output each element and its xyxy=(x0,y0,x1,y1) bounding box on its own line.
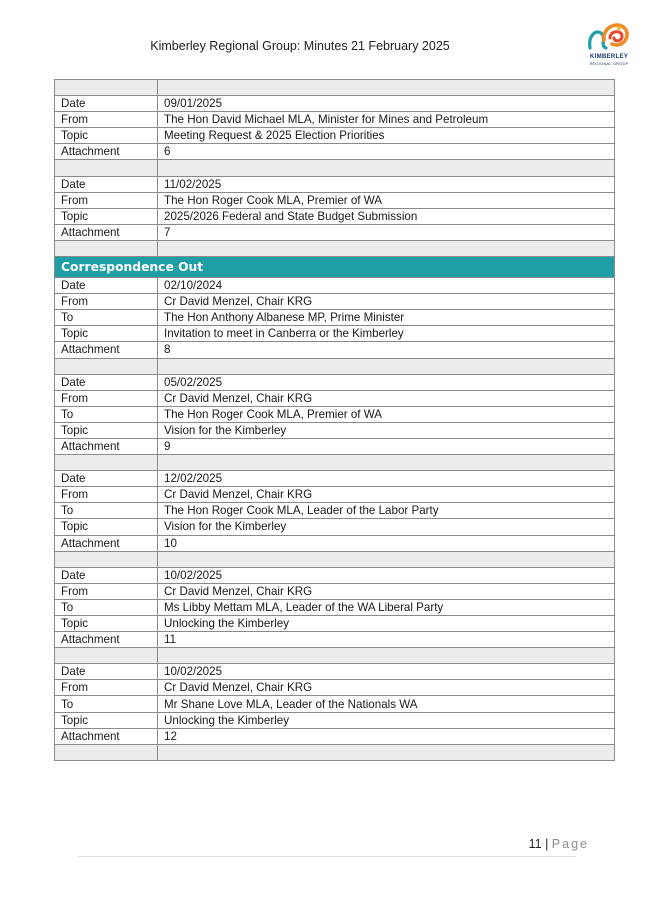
to-label: To xyxy=(55,696,158,712)
topic-label: Topic xyxy=(55,712,158,728)
table-row xyxy=(55,176,615,192)
attachment-label: Attachment xyxy=(55,728,158,744)
topic-value: Unlocking the Kimberley xyxy=(158,616,615,632)
topic-label: Topic xyxy=(55,616,158,632)
to-label: To xyxy=(55,310,158,326)
logo-text-kimberley: KIMBERLEY xyxy=(589,53,629,60)
table-row xyxy=(55,374,615,390)
from-value: Cr David Menzel, Chair KRG xyxy=(158,680,615,696)
from-value: The Hon Roger Cook MLA, Premier of WA xyxy=(158,192,615,208)
attachment-label: Attachment xyxy=(55,224,158,240)
correspondence-table xyxy=(54,79,615,761)
spacer-cell xyxy=(55,358,158,374)
table-row xyxy=(55,664,615,680)
spacer-cell xyxy=(158,80,615,96)
attachment-value: 9 xyxy=(158,438,615,454)
from-value: Cr David Menzel, Chair KRG xyxy=(158,487,615,503)
table-row xyxy=(55,712,615,728)
spacer-row xyxy=(55,455,615,471)
from-label: From xyxy=(55,390,158,406)
spacer-row xyxy=(55,80,615,96)
attachment-label: Attachment xyxy=(55,535,158,551)
date-label: Date xyxy=(55,664,158,680)
table-row xyxy=(55,294,615,310)
topic-value: Meeting Request & 2025 Election Priorities xyxy=(158,128,615,144)
spacer-cell xyxy=(158,160,615,176)
section-header-row xyxy=(55,257,615,278)
to-value: The Hon Roger Cook MLA, Premier of WA xyxy=(158,406,615,422)
date-value: 10/02/2025 xyxy=(158,664,615,680)
table-row xyxy=(55,567,615,583)
spacer-cell xyxy=(158,551,615,567)
table-row xyxy=(55,519,615,535)
table-row xyxy=(55,390,615,406)
from-label: From xyxy=(55,112,158,128)
from-value: Cr David Menzel, Chair KRG xyxy=(158,294,615,310)
date-label: Date xyxy=(55,176,158,192)
table-row xyxy=(55,616,615,632)
page-header-title: Kimberley Regional Group: Minutes 21 February 2025 xyxy=(150,39,450,53)
date-label: Date xyxy=(55,471,158,487)
table-row xyxy=(55,128,615,144)
date-value: 10/02/2025 xyxy=(158,567,615,583)
table-row xyxy=(55,112,615,128)
to-label: To xyxy=(55,599,158,615)
table-row xyxy=(55,224,615,240)
from-label: From xyxy=(55,294,158,310)
date-value: 12/02/2025 xyxy=(158,471,615,487)
spacer-cell xyxy=(158,358,615,374)
attachment-label: Attachment xyxy=(55,342,158,358)
attachment-value: 8 xyxy=(158,342,615,358)
topic-label: Topic xyxy=(55,519,158,535)
spacer-cell xyxy=(55,240,158,256)
to-value: The Hon Anthony Albanese MP, Prime Minister xyxy=(158,310,615,326)
attachment-label: Attachment xyxy=(55,144,158,160)
to-value: The Hon Roger Cook MLA, Leader of the Labor Party xyxy=(158,503,615,519)
topic-label: Topic xyxy=(55,422,158,438)
attachment-value: 10 xyxy=(158,535,615,551)
topic-value: Vision for the Kimberley xyxy=(158,422,615,438)
spacer-row xyxy=(55,358,615,374)
topic-label: Topic xyxy=(55,326,158,342)
table-row xyxy=(55,696,615,712)
table-row xyxy=(55,503,615,519)
table-row xyxy=(55,144,615,160)
topic-value: Unlocking the Kimberley xyxy=(158,712,615,728)
attachment-value: 7 xyxy=(158,224,615,240)
spacer-cell xyxy=(158,240,615,256)
from-label: From xyxy=(55,487,158,503)
date-value: 09/01/2025 xyxy=(158,96,615,112)
from-value: Cr David Menzel, Chair KRG xyxy=(158,390,615,406)
table-row xyxy=(55,680,615,696)
page-label: Page xyxy=(551,837,589,851)
table-row xyxy=(55,728,615,744)
logo-swirl-icon xyxy=(586,18,632,54)
topic-value: Invitation to meet in Canberra or the Kimberley xyxy=(158,326,615,342)
table-row xyxy=(55,406,615,422)
page-separator: | xyxy=(545,837,549,851)
from-label: From xyxy=(55,192,158,208)
table-row xyxy=(55,583,615,599)
attachment-value: 6 xyxy=(158,144,615,160)
to-value: Mr Shane Love MLA, Leader of the Nationals WA xyxy=(158,696,615,712)
spacer-cell xyxy=(158,648,615,664)
page-number-footer xyxy=(529,837,589,851)
from-label: From xyxy=(55,680,158,696)
date-label: Date xyxy=(55,567,158,583)
attachment-label: Attachment xyxy=(55,632,158,648)
date-value: 05/02/2025 xyxy=(158,374,615,390)
to-value: Ms Libby Mettam MLA, Leader of the WA Liberal Party xyxy=(158,599,615,615)
table-row xyxy=(55,599,615,615)
kimberley-regional-group-logo xyxy=(584,18,634,74)
table-row xyxy=(55,208,615,224)
spacer-cell xyxy=(55,744,158,760)
date-value: 11/02/2025 xyxy=(158,176,615,192)
to-label: To xyxy=(55,406,158,422)
topic-label: Topic xyxy=(55,128,158,144)
attachment-value: 11 xyxy=(158,632,615,648)
from-value: The Hon David Michael MLA, Minister for Mines and Petroleum xyxy=(158,112,615,128)
logo-text-regional-group: REGIONAL GROUP xyxy=(589,61,629,66)
topic-value: 2025/2026 Federal and State Budget Submission xyxy=(158,208,615,224)
correspondence-out-heading: Correspondence Out xyxy=(55,257,615,278)
table-row xyxy=(55,535,615,551)
from-label: From xyxy=(55,583,158,599)
date-label: Date xyxy=(55,374,158,390)
spacer-cell xyxy=(55,551,158,567)
table-row xyxy=(55,422,615,438)
table-row xyxy=(55,326,615,342)
attachment-label: Attachment xyxy=(55,438,158,454)
spacer-row xyxy=(55,160,615,176)
spacer-cell xyxy=(158,744,615,760)
page-number: 11 xyxy=(528,837,542,851)
table-row xyxy=(55,632,615,648)
spacer-cell xyxy=(55,80,158,96)
footer-divider xyxy=(78,856,576,857)
table-row xyxy=(55,342,615,358)
spacer-cell xyxy=(158,455,615,471)
topic-label: Topic xyxy=(55,208,158,224)
date-label: Date xyxy=(55,96,158,112)
attachment-value: 12 xyxy=(158,728,615,744)
topic-value: Vision for the Kimberley xyxy=(158,519,615,535)
table-row xyxy=(55,438,615,454)
spacer-cell xyxy=(55,455,158,471)
spacer-row xyxy=(55,744,615,760)
to-label: To xyxy=(55,503,158,519)
spacer-row xyxy=(55,648,615,664)
spacer-row xyxy=(55,551,615,567)
spacer-cell xyxy=(55,648,158,664)
spacer-row xyxy=(55,240,615,256)
table-row xyxy=(55,278,615,294)
from-value: Cr David Menzel, Chair KRG xyxy=(158,583,615,599)
table-row xyxy=(55,310,615,326)
table-row xyxy=(55,471,615,487)
spacer-cell xyxy=(55,160,158,176)
table-row xyxy=(55,96,615,112)
date-value: 02/10/2024 xyxy=(158,278,615,294)
date-label: Date xyxy=(55,278,158,294)
table-row xyxy=(55,487,615,503)
table-row xyxy=(55,192,615,208)
